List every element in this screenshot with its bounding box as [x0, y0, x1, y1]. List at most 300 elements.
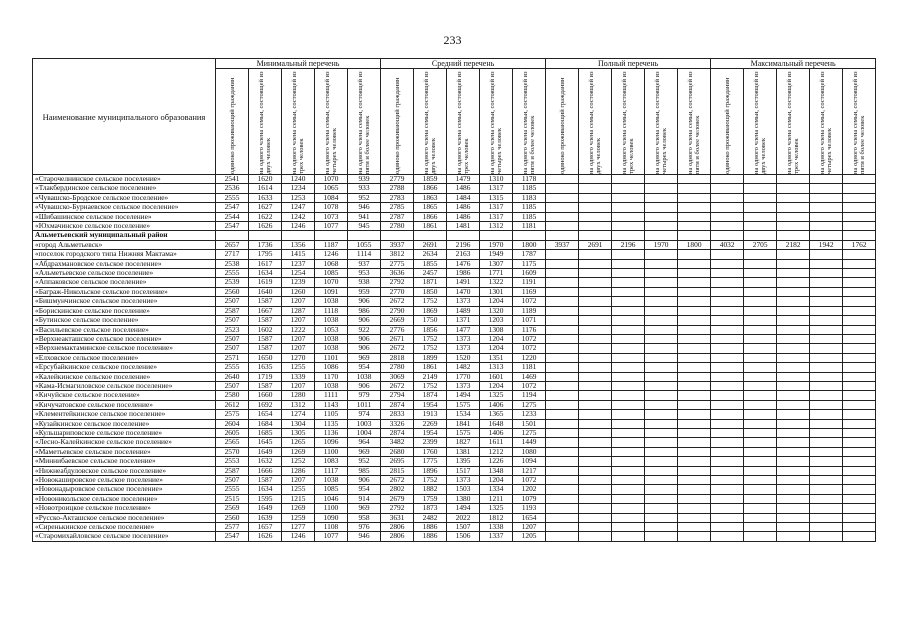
value-cell: [546, 212, 579, 221]
value-cell: [579, 476, 612, 485]
value-cell: [579, 306, 612, 315]
table-row: [33, 250, 876, 259]
value-cell: [612, 438, 645, 447]
value-cell: [843, 381, 876, 390]
municipality-name: «Кама-Исмагиловское сельское поселение»: [33, 381, 216, 390]
value-cell: 1247: [282, 203, 315, 212]
value-cell: 1494: [447, 504, 480, 513]
value-cell: 1038: [315, 381, 348, 390]
value-cell: [744, 372, 777, 381]
value-cell: 1254: [282, 269, 315, 278]
municipality-name: «Сиренькинское сельское поселение»: [33, 523, 216, 532]
value-cell: 2547: [216, 222, 249, 231]
value-cell: 1072: [513, 297, 546, 306]
value-cell: [744, 259, 777, 268]
value-cell: 2780: [381, 222, 414, 231]
value-cell: [810, 222, 843, 231]
value-cell: [546, 250, 579, 259]
value-cell: 2790: [381, 306, 414, 315]
value-cell: 3326: [381, 419, 414, 428]
value-cell: 2457: [414, 269, 447, 278]
municipality-name: «Аппаковское сельское поселение»: [33, 278, 216, 287]
value-cell: 1949: [480, 250, 513, 259]
municipality-name: «Чувашско-Бродское сельское поселение»: [33, 193, 216, 202]
value-cell: 1752: [414, 381, 447, 390]
value-cell: 2555: [216, 269, 249, 278]
value-cell: [546, 203, 579, 212]
value-cell: [711, 193, 744, 202]
value-cell: 2640: [216, 372, 249, 381]
municipality-name: «Бутинское сельское поселение»: [33, 316, 216, 325]
value-cell: [612, 532, 645, 541]
value-cell: [579, 222, 612, 231]
value-cell: 2787: [381, 212, 414, 221]
value-cell: [447, 231, 480, 240]
value-cell: [777, 513, 810, 522]
value-cell: [777, 391, 810, 400]
value-cell: 1191: [513, 278, 546, 287]
value-cell: 2672: [381, 297, 414, 306]
value-cell: [678, 363, 711, 372]
value-cell: [546, 391, 579, 400]
subcolumn-header-label: на одного члена семьи, состоящей из пяти и более человек: [687, 71, 702, 174]
municipality-name: «Новокашировское сельское поселение»: [33, 476, 216, 485]
value-cell: 1635: [249, 363, 282, 372]
value-cell: [810, 513, 843, 522]
subcolumn-header-label: на одного члена семьи, состоящей из двух человек: [423, 71, 438, 174]
value-cell: [678, 485, 711, 494]
value-cell: [546, 193, 579, 202]
value-cell: 2482: [414, 513, 447, 522]
value-cell: 4032: [711, 240, 744, 249]
value-cell: 1185: [513, 184, 546, 193]
value-cell: [843, 438, 876, 447]
value-cell: [744, 428, 777, 437]
subcolumn-header-label: на одного члена семьи, состоящей из двух человек: [258, 71, 272, 174]
subcolumn-header: [546, 69, 579, 175]
value-cell: 964: [348, 438, 381, 447]
value-cell: [546, 523, 579, 532]
value-cell: 1275: [513, 428, 546, 437]
value-cell: 1771: [480, 269, 513, 278]
value-cell: [843, 231, 876, 240]
value-cell: [579, 259, 612, 268]
value-cell: [711, 222, 744, 231]
municipality-name: «Новоникольское сельское поселение»: [33, 494, 216, 503]
value-cell: [579, 325, 612, 334]
value-cell: [612, 344, 645, 353]
value-cell: [843, 410, 876, 419]
value-cell: 1406: [480, 400, 513, 409]
municipality-name: «Старомихайловское сельское поселение»: [33, 532, 216, 541]
value-cell: 1252: [282, 457, 315, 466]
value-cell: 2634: [414, 250, 447, 259]
value-cell: [744, 353, 777, 362]
value-cell: 1654: [249, 410, 282, 419]
value-cell: [579, 334, 612, 343]
municipality-name: «Калейкинское сельское поселение»: [33, 372, 216, 381]
value-cell: [777, 476, 810, 485]
subcolumn-header: [348, 69, 381, 175]
value-cell: [711, 250, 744, 259]
value-cell: 1038: [315, 344, 348, 353]
municipality-name: «Борискинское сельское поселение»: [33, 306, 216, 315]
value-cell: 2705: [744, 240, 777, 249]
value-cell: 906: [348, 476, 381, 485]
value-cell: 1759: [414, 494, 447, 503]
value-cell: 1634: [249, 269, 282, 278]
value-cell: [645, 278, 678, 287]
value-cell: 906: [348, 344, 381, 353]
value-cell: 1795: [249, 250, 282, 259]
value-cell: [678, 466, 711, 475]
value-cell: [579, 297, 612, 306]
table-row: [33, 447, 876, 456]
value-cell: [843, 419, 876, 428]
value-cell: 1645: [249, 438, 282, 447]
value-cell: 979: [348, 391, 381, 400]
subcolumn-header: [612, 69, 645, 175]
municipality-name: «Елховское сельское поселение»: [33, 353, 216, 362]
value-cell: [744, 175, 777, 184]
value-cell: 1760: [414, 447, 447, 456]
value-cell: 1114: [348, 250, 381, 259]
value-cell: [810, 344, 843, 353]
value-cell: 1614: [249, 184, 282, 193]
value-cell: [612, 222, 645, 231]
table-row: [33, 410, 876, 419]
value-cell: 1482: [447, 363, 480, 372]
table-row: [33, 438, 876, 447]
value-cell: 2538: [216, 259, 249, 268]
value-cell: [612, 363, 645, 372]
value-cell: 3482: [381, 438, 414, 447]
value-cell: [744, 193, 777, 202]
value-cell: 2163: [447, 250, 480, 259]
value-cell: 1233: [513, 410, 546, 419]
value-cell: [612, 306, 645, 315]
value-cell: [678, 212, 711, 221]
value-cell: 2196: [447, 240, 480, 249]
value-cell: 2555: [216, 485, 249, 494]
value-cell: [678, 344, 711, 353]
value-cell: [612, 231, 645, 240]
value-cell: 1083: [315, 457, 348, 466]
value-cell: [711, 428, 744, 437]
value-cell: [810, 419, 843, 428]
value-cell: 1685: [249, 428, 282, 437]
value-cell: 1470: [447, 287, 480, 296]
value-cell: 1217: [513, 466, 546, 475]
value-cell: 1096: [315, 438, 348, 447]
value-cell: 1181: [513, 363, 546, 372]
value-cell: [546, 447, 579, 456]
value-cell: [744, 504, 777, 513]
value-cell: [678, 372, 711, 381]
value-cell: [711, 494, 744, 503]
value-cell: [678, 400, 711, 409]
value-cell: [612, 316, 645, 325]
table-row: [33, 428, 876, 437]
value-cell: 1855: [414, 259, 447, 268]
subcolumn-header-label: на одного члена семьи, состоящей из трех человек: [456, 71, 471, 174]
value-cell: [678, 494, 711, 503]
value-cell: [744, 419, 777, 428]
municipality-name: «Альметьевское сельское поселение»: [33, 269, 216, 278]
value-cell: [678, 438, 711, 447]
value-cell: [744, 269, 777, 278]
value-cell: 1371: [447, 316, 480, 325]
municipality-name: «Чувашско-Бурнаевское сельское поселение»: [33, 203, 216, 212]
value-cell: 1269: [282, 504, 315, 513]
value-cell: [678, 316, 711, 325]
value-cell: 1277: [282, 523, 315, 532]
value-cell: [777, 372, 810, 381]
value-cell: 906: [348, 381, 381, 390]
value-cell: [612, 259, 645, 268]
value-cell: [645, 203, 678, 212]
value-cell: 1176: [513, 325, 546, 334]
table-row: [33, 523, 876, 532]
value-cell: 1108: [315, 523, 348, 532]
value-cell: [579, 494, 612, 503]
value-cell: [843, 428, 876, 437]
value-cell: [645, 447, 678, 456]
value-cell: [711, 278, 744, 287]
value-cell: 2806: [381, 523, 414, 532]
value-cell: [612, 447, 645, 456]
value-cell: [843, 344, 876, 353]
value-cell: 1575: [447, 428, 480, 437]
value-cell: [744, 334, 777, 343]
value-cell: 1275: [513, 400, 546, 409]
value-cell: 1622: [249, 212, 282, 221]
value-cell: 1046: [315, 494, 348, 503]
value-cell: 1305: [282, 428, 315, 437]
value-cell: 2507: [216, 344, 249, 353]
value-cell: 1079: [513, 494, 546, 503]
subcolumn-header-label: одиноко проживающий гражданин: [558, 77, 566, 174]
value-cell: 1587: [249, 381, 282, 390]
value-cell: [645, 306, 678, 315]
value-cell: 2149: [414, 372, 447, 381]
value-cell: [645, 419, 678, 428]
value-cell: [645, 212, 678, 221]
value-cell: [711, 532, 744, 541]
value-cell: [777, 485, 810, 494]
table-row: [33, 278, 876, 287]
value-cell: [711, 504, 744, 513]
subcolumn-header: [678, 69, 711, 175]
value-cell: 2802: [381, 485, 414, 494]
value-cell: 1207: [282, 476, 315, 485]
value-cell: [612, 334, 645, 343]
value-cell: 1011: [348, 400, 381, 409]
value-cell: 906: [348, 316, 381, 325]
value-cell: 1477: [447, 325, 480, 334]
value-cell: [612, 372, 645, 381]
value-cell: [843, 523, 876, 532]
value-cell: 1234: [282, 184, 315, 193]
value-cell: [645, 400, 678, 409]
value-cell: 1253: [282, 193, 315, 202]
value-cell: 1970: [480, 240, 513, 249]
value-cell: [843, 400, 876, 409]
subcolumn-header-label: на одного члена семьи, состоящей из трех человек: [291, 71, 305, 174]
value-cell: [546, 400, 579, 409]
value-cell: [546, 457, 579, 466]
subcolumn-header: [645, 69, 678, 175]
value-cell: 958: [348, 513, 381, 522]
value-cell: 1101: [315, 353, 348, 362]
value-cell: [612, 212, 645, 221]
value-cell: 2818: [381, 353, 414, 362]
value-cell: 1255: [282, 363, 315, 372]
value-cell: [777, 523, 810, 532]
value-cell: 1170: [315, 372, 348, 381]
value-cell: 1970: [645, 240, 678, 249]
value-cell: [777, 353, 810, 362]
value-cell: 1143: [315, 400, 348, 409]
value-cell: [678, 259, 711, 268]
value-cell: 939: [348, 175, 381, 184]
value-cell: [810, 231, 843, 240]
value-cell: 2575: [216, 410, 249, 419]
value-cell: [678, 222, 711, 231]
value-cell: 952: [348, 193, 381, 202]
value-cell: 3636: [381, 269, 414, 278]
value-cell: 1308: [480, 325, 513, 334]
value-cell: 2717: [216, 250, 249, 259]
value-cell: 1055: [348, 240, 381, 249]
value-cell: [678, 287, 711, 296]
subcolumn-header-label: на одного члена семьи, состоящей из четырех человек: [489, 71, 504, 174]
value-cell: 2775: [381, 259, 414, 268]
value-cell: 1587: [249, 344, 282, 353]
value-cell: [810, 476, 843, 485]
value-cell: 2560: [216, 513, 249, 522]
value-cell: [843, 325, 876, 334]
value-cell: [843, 447, 876, 456]
value-cell: [744, 457, 777, 466]
value-cell: 1373: [447, 334, 480, 343]
value-cell: 1587: [249, 316, 282, 325]
value-cell: [810, 278, 843, 287]
value-cell: [480, 231, 513, 240]
value-cell: 1874: [414, 391, 447, 400]
value-cell: [843, 222, 876, 231]
value-cell: 1038: [315, 334, 348, 343]
value-cell: [645, 457, 678, 466]
value-cell: 933: [348, 184, 381, 193]
value-cell: [546, 372, 579, 381]
value-cell: [777, 287, 810, 296]
value-cell: 1486: [447, 203, 480, 212]
value-cell: [678, 532, 711, 541]
value-cell: 1203: [480, 316, 513, 325]
value-cell: 1503: [447, 485, 480, 494]
value-cell: 1078: [315, 203, 348, 212]
value-cell: 1856: [414, 325, 447, 334]
table-row: [33, 240, 876, 249]
value-cell: [579, 513, 612, 522]
value-cell: [777, 212, 810, 221]
value-cell: [678, 184, 711, 193]
value-cell: [579, 438, 612, 447]
value-cell: 2269: [414, 419, 447, 428]
value-cell: [612, 381, 645, 390]
subcolumn-header: [414, 69, 447, 175]
value-cell: [645, 193, 678, 202]
value-cell: 2679: [381, 494, 414, 503]
value-cell: 1259: [282, 513, 315, 522]
value-cell: [810, 297, 843, 306]
value-cell: 2672: [381, 381, 414, 390]
value-cell: [777, 193, 810, 202]
value-cell: [678, 391, 711, 400]
value-cell: 2669: [381, 316, 414, 325]
value-cell: [843, 363, 876, 372]
value-cell: [579, 193, 612, 202]
value-cell: 954: [348, 485, 381, 494]
value-cell: 1648: [480, 419, 513, 428]
value-cell: [645, 532, 678, 541]
value-cell: 1312: [480, 222, 513, 231]
value-cell: 2399: [414, 438, 447, 447]
value-cell: [612, 504, 645, 513]
value-cell: 1859: [414, 175, 447, 184]
value-cell: 2507: [216, 316, 249, 325]
value-cell: [810, 428, 843, 437]
value-cell: 1204: [480, 344, 513, 353]
value-cell: 2507: [216, 476, 249, 485]
value-cell: 2553: [216, 457, 249, 466]
value-cell: 2507: [216, 297, 249, 306]
value-cell: 1770: [447, 372, 480, 381]
value-cell: [711, 523, 744, 532]
value-cell: 1222: [282, 325, 315, 334]
subcolumn-header-label: на одного члена семьи, состоящей из пяти и более человек: [357, 71, 372, 174]
value-cell: 1752: [414, 297, 447, 306]
value-cell: [711, 447, 744, 456]
value-cell: [843, 485, 876, 494]
subcolumn-header: [777, 69, 810, 175]
value-cell: 2587: [216, 466, 249, 475]
value-cell: 1827: [447, 438, 480, 447]
value-cell: [612, 513, 645, 522]
value-cell: [579, 523, 612, 532]
value-cell: [579, 278, 612, 287]
value-cell: 1207: [513, 523, 546, 532]
table-row: [33, 419, 876, 428]
value-cell: 1886: [414, 532, 447, 541]
value-cell: 1494: [447, 391, 480, 400]
value-cell: [810, 212, 843, 221]
municipality-name: «Юхмачинское сельское поселение»: [33, 222, 216, 231]
value-cell: [645, 353, 678, 362]
value-cell: [744, 476, 777, 485]
value-cell: 1207: [282, 316, 315, 325]
value-cell: 1601: [480, 372, 513, 381]
municipality-name: «Кузайкинское сельское поселение»: [33, 419, 216, 428]
value-cell: [744, 523, 777, 532]
value-cell: [678, 269, 711, 278]
value-cell: 1863: [414, 193, 447, 202]
value-cell: 2547: [216, 532, 249, 541]
value-cell: [843, 494, 876, 503]
value-cell: 2770: [381, 287, 414, 296]
value-cell: [612, 184, 645, 193]
